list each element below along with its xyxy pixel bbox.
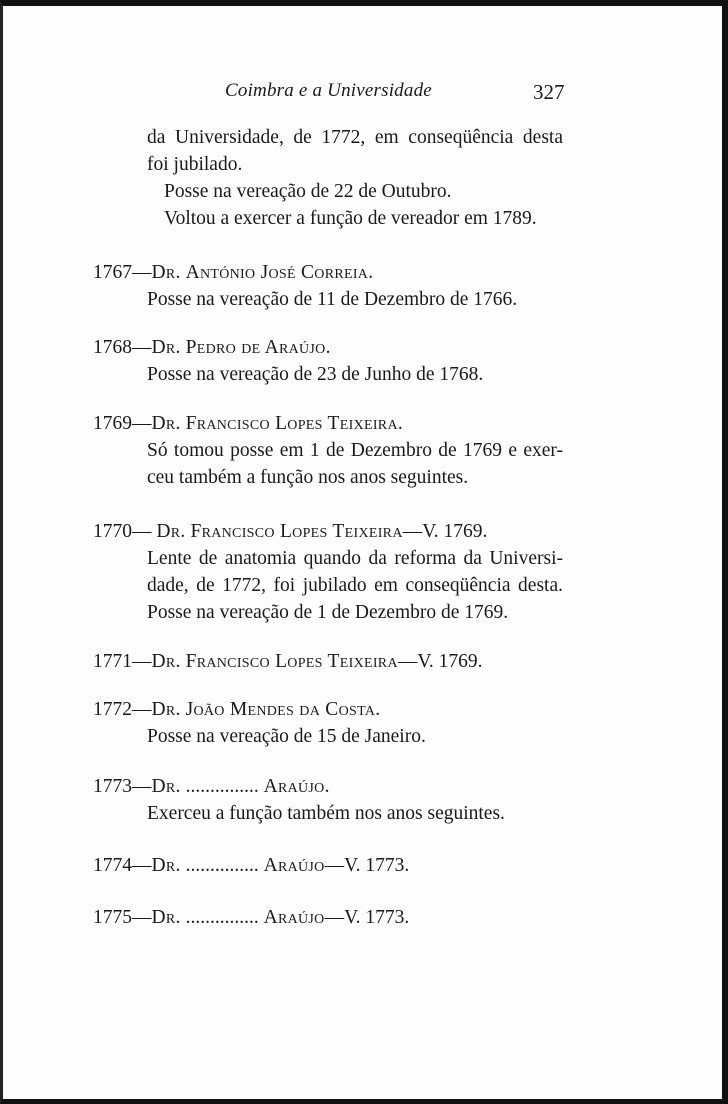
entry-name: António José Correia. xyxy=(185,262,374,283)
entry-dots: ............... xyxy=(185,855,259,876)
entry-name: Araújo xyxy=(263,855,325,876)
entry-name: João Mendes da Costa. xyxy=(185,699,381,720)
entry-heading xyxy=(93,335,331,361)
entry-name: Francisco Lopes Teixeira xyxy=(185,651,398,672)
entry-name: Francisco Lopes Teixeira xyxy=(190,521,403,542)
entry-heading xyxy=(93,774,330,800)
entry-heading xyxy=(93,905,409,931)
entry-title: Dr. xyxy=(151,337,181,358)
page-number: 327 xyxy=(533,80,565,104)
entry-year: 1767— xyxy=(93,262,152,283)
entry-title: Dr. xyxy=(151,776,181,797)
entry-reference: —V. 1773. xyxy=(324,907,410,928)
entry-text: Exerceu a função também nos anos seguintes. xyxy=(147,803,505,824)
entry-reference: —V. 1769. xyxy=(397,651,483,672)
entry-year: 1768— xyxy=(93,337,152,358)
continuation-line: foi jubilado. xyxy=(147,154,243,175)
entry-year: 1769— xyxy=(93,413,152,434)
entry-title: Dr. xyxy=(151,907,181,928)
entry-text: Posse na vereação de 15 de Janeiro. xyxy=(147,726,426,747)
entry-heading xyxy=(93,649,483,675)
entry-heading xyxy=(93,853,409,879)
entry-year: 1772— xyxy=(93,699,152,720)
continuation-line: Voltou a exercer a função de vereador em 1789. xyxy=(164,208,537,229)
entry-year: 1773— xyxy=(93,776,152,797)
entry-text: Posse na vereação de 11 de Dezembro de 1766. xyxy=(147,289,518,310)
entry-dots: ............... xyxy=(185,776,259,797)
entry-year: 1775— xyxy=(93,907,152,928)
entry-year: 1770— xyxy=(93,521,157,542)
entry-year: 1774— xyxy=(93,855,152,876)
entry-heading xyxy=(93,411,403,437)
running-title: Coimbra e a Universidade xyxy=(225,80,432,101)
entry-text: Só tomou posse em 1 de Dezembro de 1769 e exer- xyxy=(147,440,563,461)
entry-title: Dr. xyxy=(151,413,181,434)
entry-title: Dr. xyxy=(151,855,181,876)
entry-year: 1771— xyxy=(93,651,152,672)
entry-name: Francisco Lopes Teixeira. xyxy=(185,413,404,434)
entry-text: dade, de 1772, foi jubilado em conseqüência desta. xyxy=(147,575,563,596)
entry-text: Posse na vereação de 23 de Junho de 1768. xyxy=(147,364,484,385)
entry-reference: —V. 1769. xyxy=(402,521,488,542)
entry-text: Posse na vereação de 1 de Dezembro de 1769. xyxy=(147,602,509,623)
entry-text: Lente de anatomia quando da reforma da Universi- xyxy=(147,548,563,569)
entry-title: Dr. xyxy=(151,262,181,283)
entry-heading xyxy=(93,519,487,545)
entry-heading xyxy=(93,260,373,286)
entry-name: Araújo xyxy=(263,907,325,928)
entry-title: Dr. xyxy=(156,521,186,542)
entry-dots: ............... xyxy=(185,907,259,928)
page-header xyxy=(3,80,728,110)
entry-text: ceu também a função nos anos seguintes. xyxy=(147,467,469,488)
entry-title: Dr. xyxy=(151,651,181,672)
entry-heading xyxy=(93,697,380,723)
entry-title: Dr. xyxy=(151,699,181,720)
entry-name: Araújo. xyxy=(263,776,330,797)
continuation-line: Posse na vereação de 22 de Outubro. xyxy=(164,181,452,202)
continuation-line: da Universidade, de 1772, em conseqüência desta xyxy=(147,127,563,148)
entry-reference: —V. 1773. xyxy=(324,855,410,876)
entry-name: Pedro de Araújo. xyxy=(185,337,331,358)
